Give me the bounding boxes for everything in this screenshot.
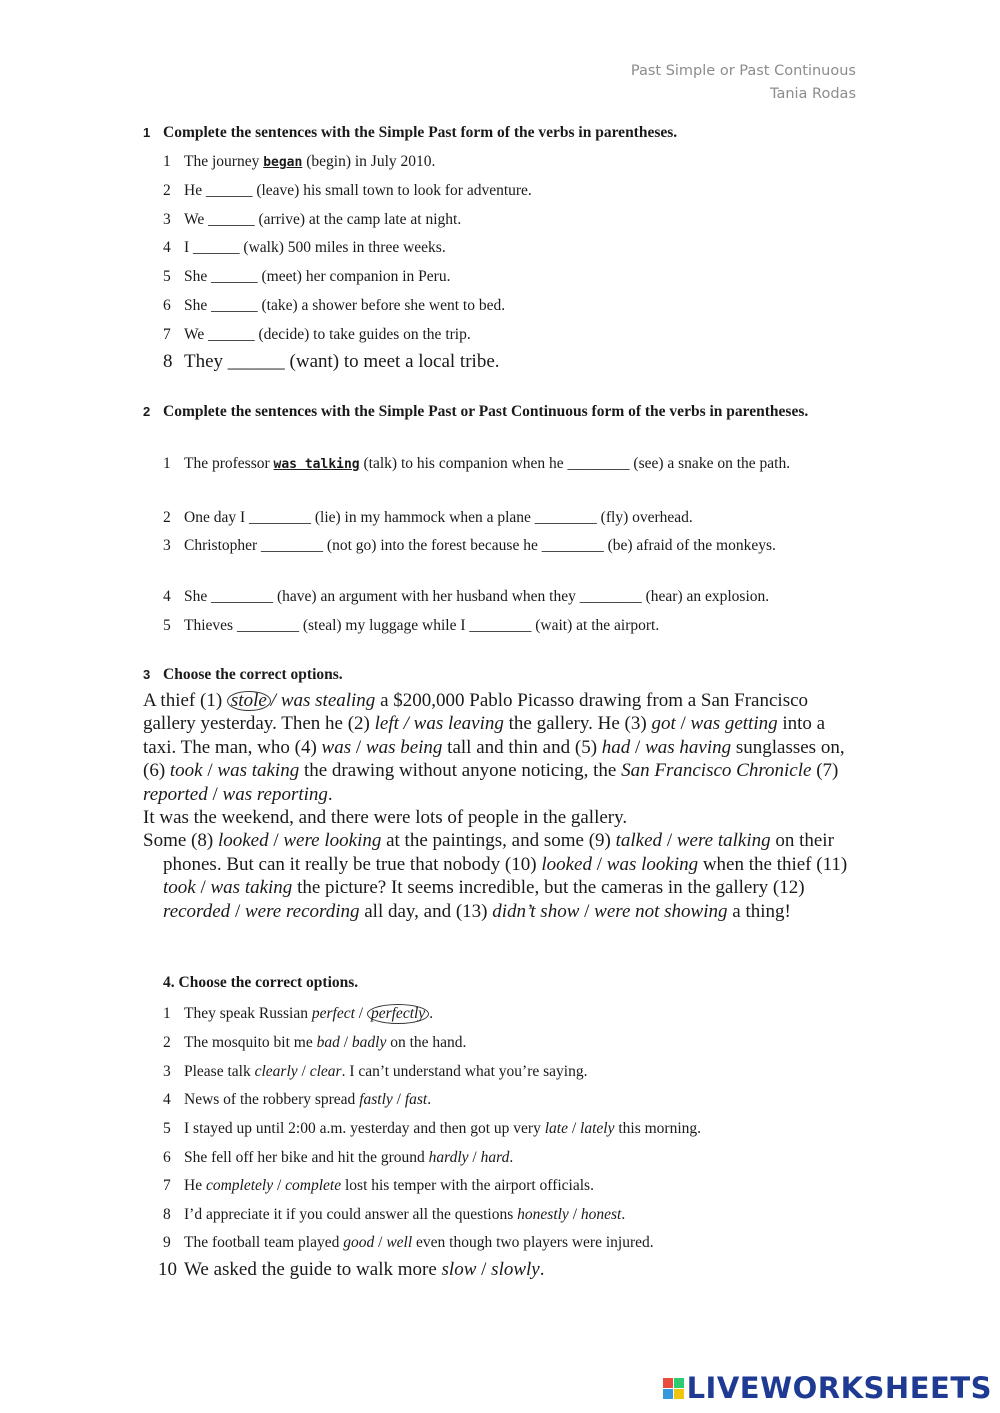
section-1-heading: 1 Complete the sentences with the Simple Past form of the verbs in parentheses. [143, 124, 678, 141]
option[interactable]: good [343, 1234, 375, 1251]
option[interactable]: looked [217, 830, 269, 852]
option[interactable]: honestly [517, 1206, 569, 1223]
option[interactable]: was getting [690, 713, 778, 735]
liveworksheets-logo [663, 1371, 992, 1405]
option[interactable]: was having [645, 736, 732, 758]
option[interactable]: badly [351, 1034, 387, 1051]
option[interactable]: clear [309, 1063, 342, 1080]
s4-item-6: 6 She fell off her bike and hit the ground hardly / hard. [163, 1149, 514, 1166]
logo-text: LIVEWORKSHEETS [686, 1371, 992, 1405]
s2-item-5[interactable]: 5 Thieves ________ (steal) my luggage while I ________ (wait) at the airport. [163, 617, 660, 634]
s4-item-5: 5 I stayed up until 2:00 a.m. yesterday and then got up very late / lately this morning. [163, 1120, 702, 1137]
s4-item-4: 4 News of the robbery spread fastly / fast. [163, 1091, 432, 1108]
section-2-heading: 2 Complete the sentences with the Simple Past or Past Continuous form of the verbs in parentheses. [143, 403, 809, 420]
option[interactable]: talked [615, 830, 663, 852]
s2-item-3[interactable]: 3 Christopher ________ (not go) into the forest because he ________ (be) afraid of the monkeys. [163, 537, 776, 554]
s4-item-9: 9 The football team played good / well even though two players were injured. [163, 1234, 654, 1251]
option[interactable]: took [169, 760, 203, 782]
logo-badge-cell [663, 1389, 673, 1399]
option[interactable]: clearly [254, 1063, 298, 1080]
option[interactable]: was taking [217, 760, 300, 782]
option[interactable]: was reporting [222, 783, 328, 805]
option[interactable]: bad [316, 1034, 340, 1051]
answer-field[interactable]: began [263, 155, 303, 170]
option-circled[interactable]: stole [227, 691, 271, 711]
section-3-heading: 3 Choose the correct options. [143, 666, 343, 683]
option[interactable]: reported [143, 783, 208, 805]
s1-item-3[interactable]: 3 We ______ (arrive) at the camp late at night. [163, 211, 462, 228]
s4-item-7: 7 He completely / complete lost his temper with the airport officials. [163, 1177, 594, 1194]
option[interactable]: was being [365, 736, 443, 758]
option[interactable]: lately [580, 1120, 615, 1137]
option[interactable]: were recording [244, 900, 360, 922]
option[interactable]: got [651, 713, 676, 735]
logo-badge-cell [674, 1378, 684, 1388]
worksheet-title: Past Simple or Past Continuous [630, 63, 856, 79]
option[interactable]: honest [580, 1206, 622, 1223]
s1-item-6[interactable]: 6 She ______ (take) a shower before she went to bed. [163, 297, 506, 314]
option[interactable]: / was stealing [270, 690, 376, 711]
logo-badge-cell [674, 1389, 684, 1399]
option[interactable]: recorded [163, 900, 231, 922]
option[interactable]: complete [285, 1177, 342, 1194]
option[interactable]: were looking [283, 830, 382, 852]
worksheet-author: Tania Rodas [770, 86, 856, 102]
option[interactable]: hard [480, 1149, 510, 1166]
s1-item-8[interactable]: 8 They ______ (want) to meet a local tribe. [163, 351, 500, 372]
page-header [631, 60, 856, 106]
s1-item-1: 1 The journey began (begin) in July 2010. [163, 153, 436, 170]
option[interactable]: had [601, 736, 631, 758]
option[interactable]: well [386, 1234, 413, 1251]
option[interactable]: hardly [428, 1149, 469, 1166]
option[interactable]: took [163, 877, 196, 899]
s4-item-8: 8 I’d appreciate it if you could answer all the questions honestly / honest. [163, 1206, 626, 1223]
s1-item-2[interactable]: 2 He ______ (leave) his small town to look for adventure. [163, 182, 532, 199]
option[interactable]: fast [404, 1091, 428, 1108]
option[interactable]: was taking [210, 877, 293, 899]
s4-item-1: 1 They speak Russian perfect / perfectly . [163, 1005, 434, 1022]
s2-item-2[interactable]: 2 One day I ________ (lie) in my hammock when a plane ________ (fly) overhead. [163, 509, 693, 526]
option[interactable]: didn’t show [492, 900, 580, 922]
s4-item-3: 3 Please talk clearly / clear. I can’t understand what you’re saying. [163, 1063, 588, 1080]
option[interactable]: left / was leaving [374, 713, 504, 735]
option[interactable]: was looking [606, 853, 699, 875]
s4-item-2: 2 The mosquito bit me bad / badly on the hand. [163, 1034, 467, 1051]
option[interactable]: slowly [491, 1259, 540, 1280]
option[interactable]: completely [205, 1177, 274, 1194]
s1-item-4[interactable]: 4 I ______ (walk) 500 miles in three weeks. [163, 239, 446, 256]
option[interactable]: late [544, 1120, 568, 1137]
section-4-heading: 4. Choose the correct options. [163, 974, 359, 991]
s4-item-10: 10 We asked the guide to walk more slow / slowly. [158, 1259, 545, 1280]
logo-badge-icon [663, 1378, 684, 1399]
s1-item-5[interactable]: 5 She ______ (meet) her companion in Peru. [163, 268, 451, 285]
s2-item-4[interactable]: 4 She ________ (have) an argument with her husband when they ________ (hear) an explosion. [163, 588, 770, 605]
s1-item-7[interactable]: 7 We ______ (decide) to take guides on the trip. [163, 326, 471, 343]
option[interactable]: looked [541, 853, 592, 875]
logo-badge-cell [663, 1378, 673, 1388]
option[interactable]: fastly [359, 1091, 393, 1108]
option[interactable]: was [321, 736, 352, 758]
option-circled[interactable]: perfectly [367, 1004, 429, 1024]
s2-item-1[interactable]: 1 The professor was talking (talk) to his companion when he ________ (see) a snake on the path. [163, 455, 791, 472]
section-3-passage: A thief (1) stole / was stealing a $200,000 Pablo Picasso drawing from a San Francisco gallery yesterday. Then he (2) left / was leaving the gallery. He (3) got / was getting into a taxi. The man, who (4) was / was being tall and thin and (5) had / was having sunglasses on, (6) took / was taking the drawing without anyone noticing, the San Francisco Chronicle (7) reported / was reporting. It was the weekend, and there were lots of people in the gallery. Some (8) looked / were looking at the paintings, and some (9) talked / were talking on their phones. But can it really be true that nobody (10) looked / was looking when the thief (11) took / was taking the picture? It seems incredible, but the cameras in the gallery (12) recorded / were recording all day, and (13) didn’t show / were not showing a thing! [143, 690, 848, 922]
option[interactable]: perfect [311, 1005, 355, 1022]
option[interactable]: slow [441, 1259, 477, 1280]
option[interactable]: were talking [676, 830, 771, 852]
option[interactable]: were not showing [594, 900, 728, 922]
answer-field[interactable]: was talking [273, 457, 360, 472]
